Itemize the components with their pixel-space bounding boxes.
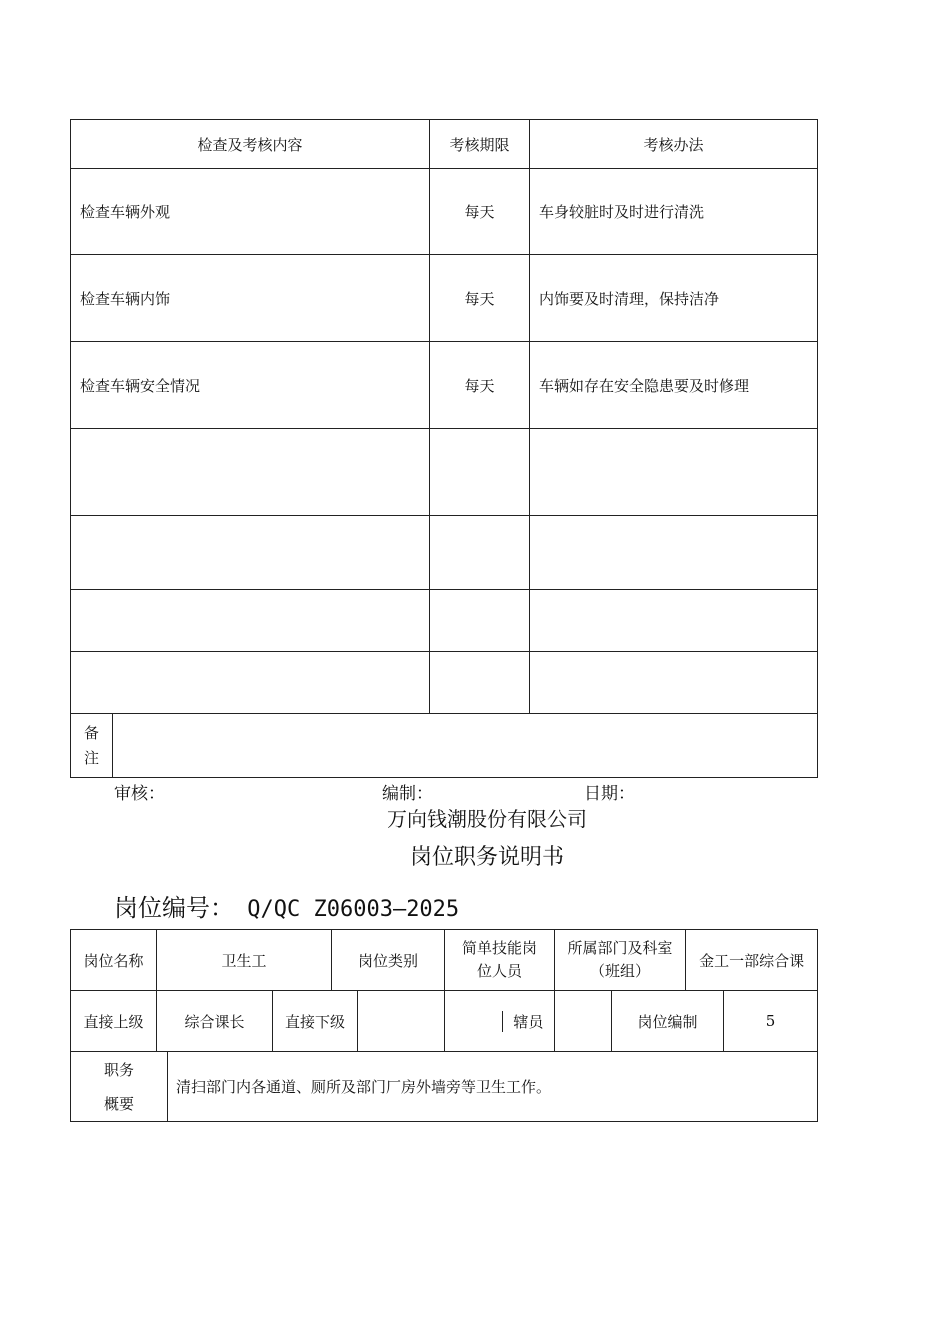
remark-value: [113, 714, 818, 778]
row-content: 检查车辆外观: [71, 169, 430, 255]
header-method: 考核办法: [530, 120, 818, 169]
staff-label: 辖员: [445, 991, 555, 1052]
review-label: 审核：: [114, 784, 165, 804]
row-method: 车辆如存在安全隐患要及时修理: [530, 342, 818, 429]
superior-label: 直接上级: [71, 991, 157, 1052]
date-label: 日期：: [584, 784, 635, 804]
table-row: [71, 255, 818, 342]
header-period: 考核期限: [430, 120, 530, 169]
position-category-label: 岗位类别: [332, 930, 445, 991]
position-table: [70, 929, 818, 1122]
position-name-label: 岗位名称: [71, 930, 157, 991]
position-category-value: 简单技能岗 位人员: [445, 930, 555, 991]
header-content: 检查及考核内容: [71, 120, 430, 169]
table-row: [71, 169, 818, 255]
superior-value: 综合课长: [157, 991, 273, 1052]
inspection-table: [70, 119, 818, 778]
department-label: 所属部门及科室 （班组）: [555, 930, 686, 991]
row-period: 每天: [430, 169, 530, 255]
position-code-label: 岗位编号：: [114, 894, 234, 922]
remark-label: 备 注: [71, 714, 113, 778]
compile-label: 编制：: [382, 784, 433, 804]
table-row: [71, 930, 818, 991]
row-method: 车身较脏时及时进行清洗: [530, 169, 818, 255]
table-row: [71, 1052, 818, 1122]
position-name-value: 卫生工: [157, 930, 332, 991]
row-period: 每天: [430, 342, 530, 429]
table-header-row: [71, 120, 818, 169]
row-method: 内饰要及时清理，保持洁净: [530, 255, 818, 342]
row-content: 检查车辆内饰: [71, 255, 430, 342]
table-row: [71, 342, 818, 429]
row-period: 每天: [430, 255, 530, 342]
empty-row: [71, 652, 818, 714]
department-value: 金工一部综合课: [686, 930, 818, 991]
position-code-value: Q/QC Z06003—2025: [247, 897, 460, 922]
subordinate-label: 直接下级: [273, 991, 358, 1052]
position-code: [114, 888, 459, 923]
summary-value: 清扫部门内各通道、厕所及部门厂房外墙旁等卫生工作。: [168, 1052, 818, 1122]
subordinate-value: [358, 991, 445, 1052]
empty-row: [71, 516, 818, 590]
headcount-label: 岗位编制: [612, 991, 724, 1052]
summary-label: 职务 概要: [71, 1052, 168, 1122]
row-content: 检查车辆安全情况: [71, 342, 430, 429]
empty-row: [71, 590, 818, 652]
company-name: 万向钱潮股份有限公司: [387, 807, 587, 831]
staff-value: [555, 991, 612, 1052]
remark-row: [71, 714, 818, 778]
empty-row: [71, 429, 818, 516]
table-row: [71, 991, 818, 1052]
doc-title: 岗位职务说明书: [409, 845, 564, 870]
headcount-value: 5: [724, 991, 818, 1052]
